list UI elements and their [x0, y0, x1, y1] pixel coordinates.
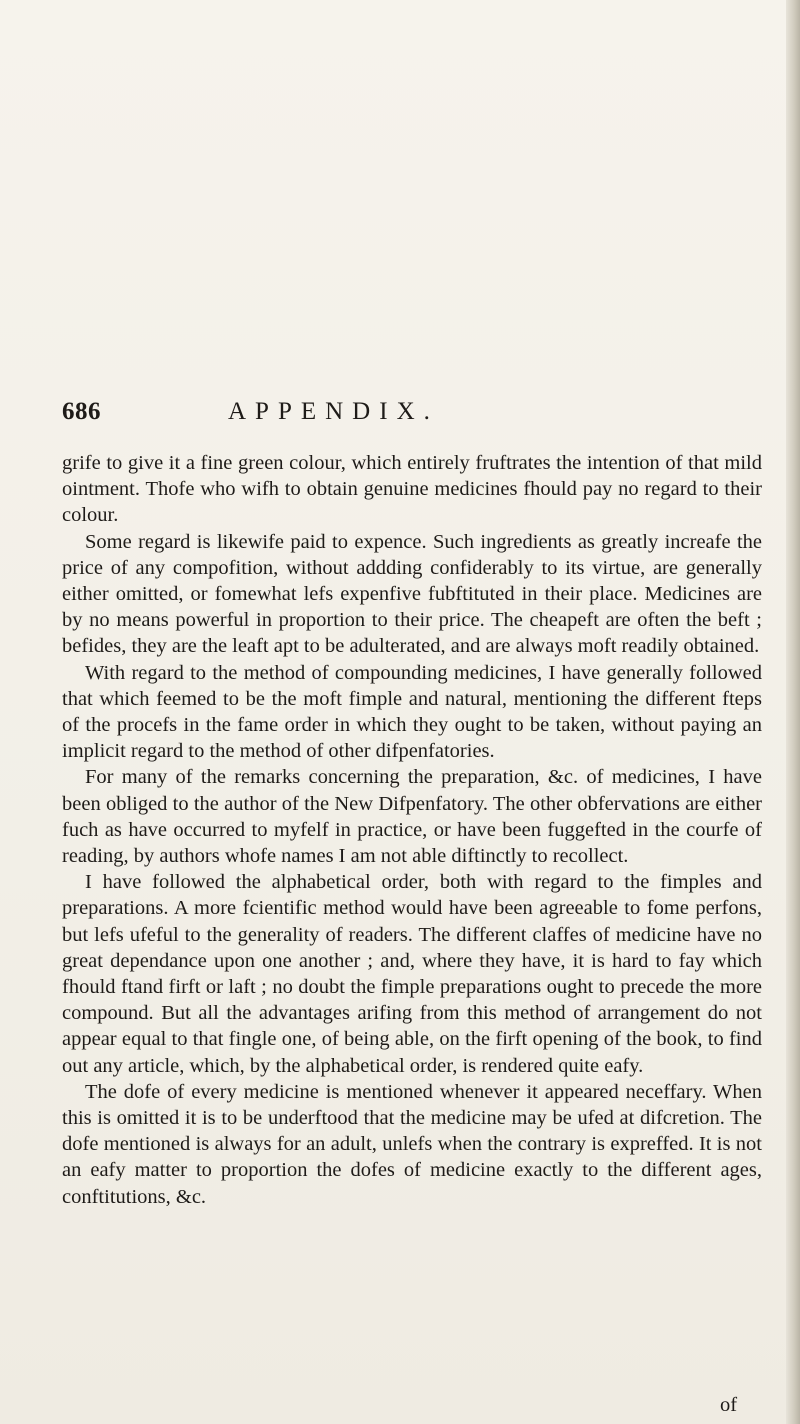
page-header	[62, 398, 762, 438]
paragraph-colour: grife to give it a fine green colour, which entirely fruftrates the intention of that mild ointment. Thofe who wifh to obtain genuine medicines fhould pay no regard to their colour.	[62, 452, 762, 527]
paragraph-remarks: For many of the remarks concerning the preparation, &c. of medicines, I have been obliged to the author of the New Difpenfatory. The other obfervations are either fuch as have occurred to myfelf in practice, or have been fuggefted in the courfe of reading, by authors whofe names I am not able diftinctly to recollect.	[62, 766, 762, 868]
paragraph-dose: The dofe of every medicine is mentioned whenever it appeared neceffary. When this is omitted it is to be underftood that the medicine may be ufed at difcretion. The dofe mentioned is always for an adult, unlefs when the contrary is expreffed. It is not an eafy matter to proportion the dofes of medicine exactly to the different ages, conftitutions, &c.	[62, 1080, 762, 1208]
paragraph-method: With regard to the method of compounding medicines, I have generally followed that which feemed to be the moft fimple and natural, mentioning the different fteps of the procefs in the fame order in which they ought to be taken, without paying an implicit regard to the method of other difpenfatories.	[62, 661, 762, 763]
page-number: 686	[62, 398, 101, 425]
paragraph-expence: Some regard is likewife paid to expence. Such ingredients as greatly increafe the price of any compofition, without addding confiderably to its virtue, are generally either omitted, or fomewhat lefs expenfive fubftituted in their place. Medicines are by no means powerful in proportion to their price. The cheapeft are often the beft ; befides, they are the leaft apt to be adulterated, and are always moft readily obtained.	[62, 530, 762, 658]
paragraph-alphabetical-order: I have followed the alphabetical order, both with regard to the fimples and preparations. A more fcientific method would have been agreeable to fome perfons, but lefs ufeful to the generality of readers. The different claffes of medicine have no great dependance upon one another ; and, where they have, it is hard to fay which fhould ftand firft or laft ; no doubt the fimple preparations ought to precede the more compound. But all the advantages arifing from this method of arrangement do not appear equal to that fingle one, of being able, on the firft opening of the book, to find out any article, which, by the alphabetical order, is rendered quite eafy.	[62, 871, 762, 1077]
body-text	[62, 450, 762, 1210]
page-binding-edge	[786, 0, 800, 1424]
catchword: of	[720, 1394, 738, 1416]
running-head: APPENDIX.	[228, 398, 439, 425]
